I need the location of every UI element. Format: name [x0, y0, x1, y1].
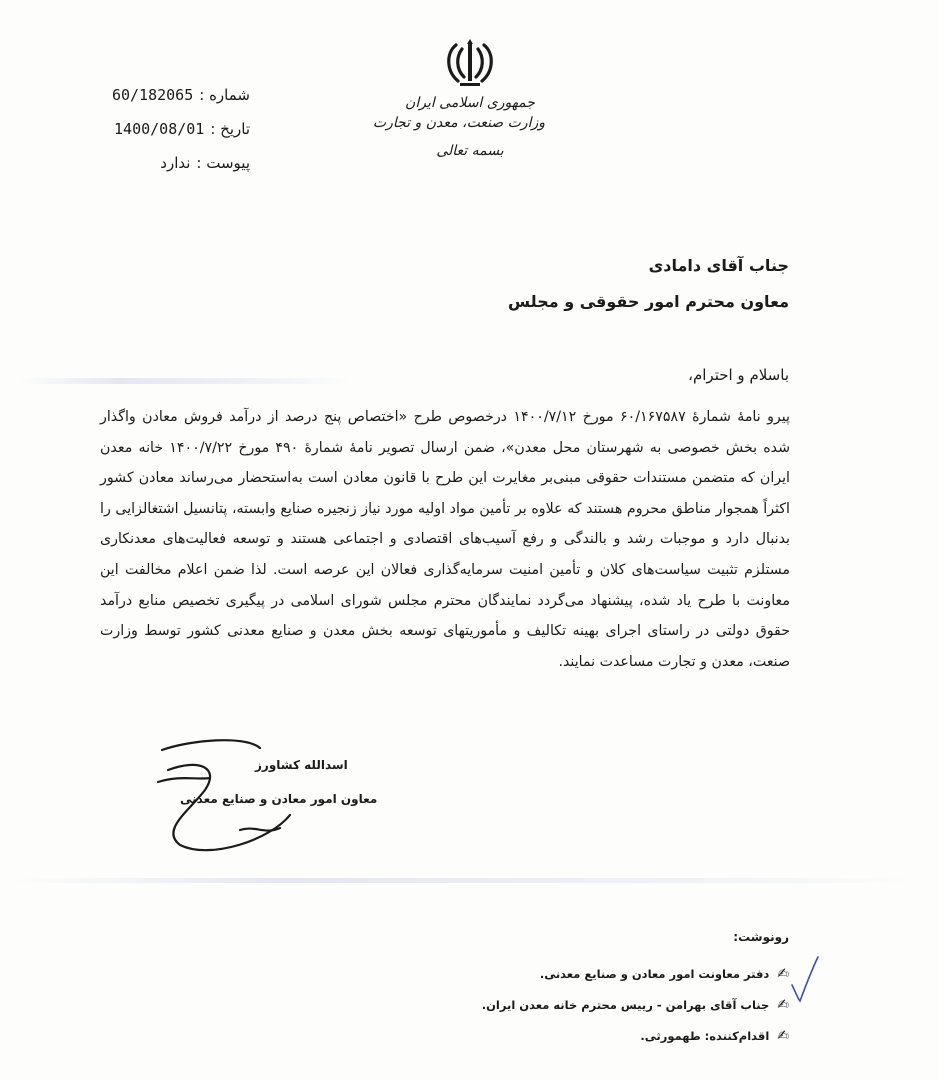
cc-item-text: دفتر معاونت امور معادن و صنایع معدنی. [539, 966, 770, 981]
letter-body [100, 402, 790, 677]
signatory-name: اسدالله کشاورز [255, 758, 348, 772]
cc-item-text: جناب آقای بهرامن - رییس محترم خانه معدن ایران. [481, 997, 770, 1012]
cc-title: رونوشت: [733, 930, 789, 944]
cc-item-text: اقدام‌کننده: طهمورثی. [640, 1028, 770, 1043]
letter-body-paragraph: پیرو نامهٔ شمارهٔ ۶۰/۱۶۷۵۸۷ مورخ ۱۴۰۰/۷/۱۲ درخصوص طرح «اختصاص پنج درصد از درآمد فروش معادن واگذار شده بخش خصوصی به شهرستان محل معدن»، ضمن ارسال تصویر نامهٔ شمارهٔ ۴۹۰ مورخ ۱۴۰۰/۷/۲۲ خانه معدن ایران که متضمن مستندات حقوقی مبنی‌بر مغایرت این طرح با قانون معادن است به‌استحضار می‌رساند معادن کشور اکثراً همجوار مناطق محروم هستند که علاوه بر تأمین مواد اولیه مورد نیاز زنجیره صنایع وابسته، پتانسیل اشتغالزایی را بدنبال دارد و موجبات رشد و بالندگی و رفع آسیب‌های اقتصادی و اجتماعی هستند و توسعه فعالیت‌های معدنکاری مستلزم تثبیت سیاست‌های کلان و تأمین امنیت سرمایه‌گذاری فعالان این عرصه است. لذا ضمن اعلام مخالفت این معاونت با طرح یاد شده، پیشنهاد می‌گردد نمایندگان محترم مجلس شورای اسلامی در پیگیری تخصیص منابع درآمد حقوق دولتی در راستای اجرای بهینه تکالیف و مأموریتهای توسعه بخش معدن و صنایع معدنی کشور توسط وزارت صنعت، معدن و تجارت مساعدت نمایند. [100, 409, 791, 670]
letter-number-label: شماره : [199, 86, 250, 104]
scan-streak [20, 378, 350, 384]
letter-number-row [80, 78, 250, 112]
letter-date-value: 1400/08/01 [114, 120, 205, 138]
cc-item [482, 989, 789, 1020]
letterhead-basmala: بسمه تعالی [436, 143, 504, 159]
addressee-title: معاون محترم امور حقوقی و مجلس [508, 292, 789, 311]
note-pen-icon: ✍ [777, 996, 789, 1013]
cc-item [482, 958, 789, 989]
addressee-name: جناب آقای دامادی [648, 256, 789, 275]
note-pen-icon: ✍ [777, 965, 789, 982]
blue-check-mark-icon [790, 955, 820, 1009]
letter-attachment-row [80, 146, 250, 180]
signatory-title: معاون امور معادن و صنایع معدنی [180, 792, 378, 806]
letterhead-country: جمهوری اسلامی ایران [405, 95, 535, 111]
cc-list [482, 958, 789, 1051]
salutation: باسلام و احترام، [688, 366, 789, 384]
letter-attachment-label: پیوست : [196, 154, 250, 172]
note-pen-icon: ✍ [777, 1027, 789, 1044]
addressee-block [508, 248, 789, 320]
scan-streak [15, 878, 915, 883]
letterhead-ministry: وزارت صنعت، معدن و تجارت [372, 115, 545, 131]
letter-number-value: 60/182065 [111, 86, 194, 104]
cc-item [482, 1020, 789, 1051]
letterhead [372, 35, 545, 159]
letter-meta [80, 78, 250, 180]
letter-date-row [80, 112, 250, 146]
iran-emblem-icon [395, 35, 545, 91]
letter-attachment-value: ندارد [160, 154, 191, 172]
letter-date-label: تاریخ : [210, 120, 250, 138]
